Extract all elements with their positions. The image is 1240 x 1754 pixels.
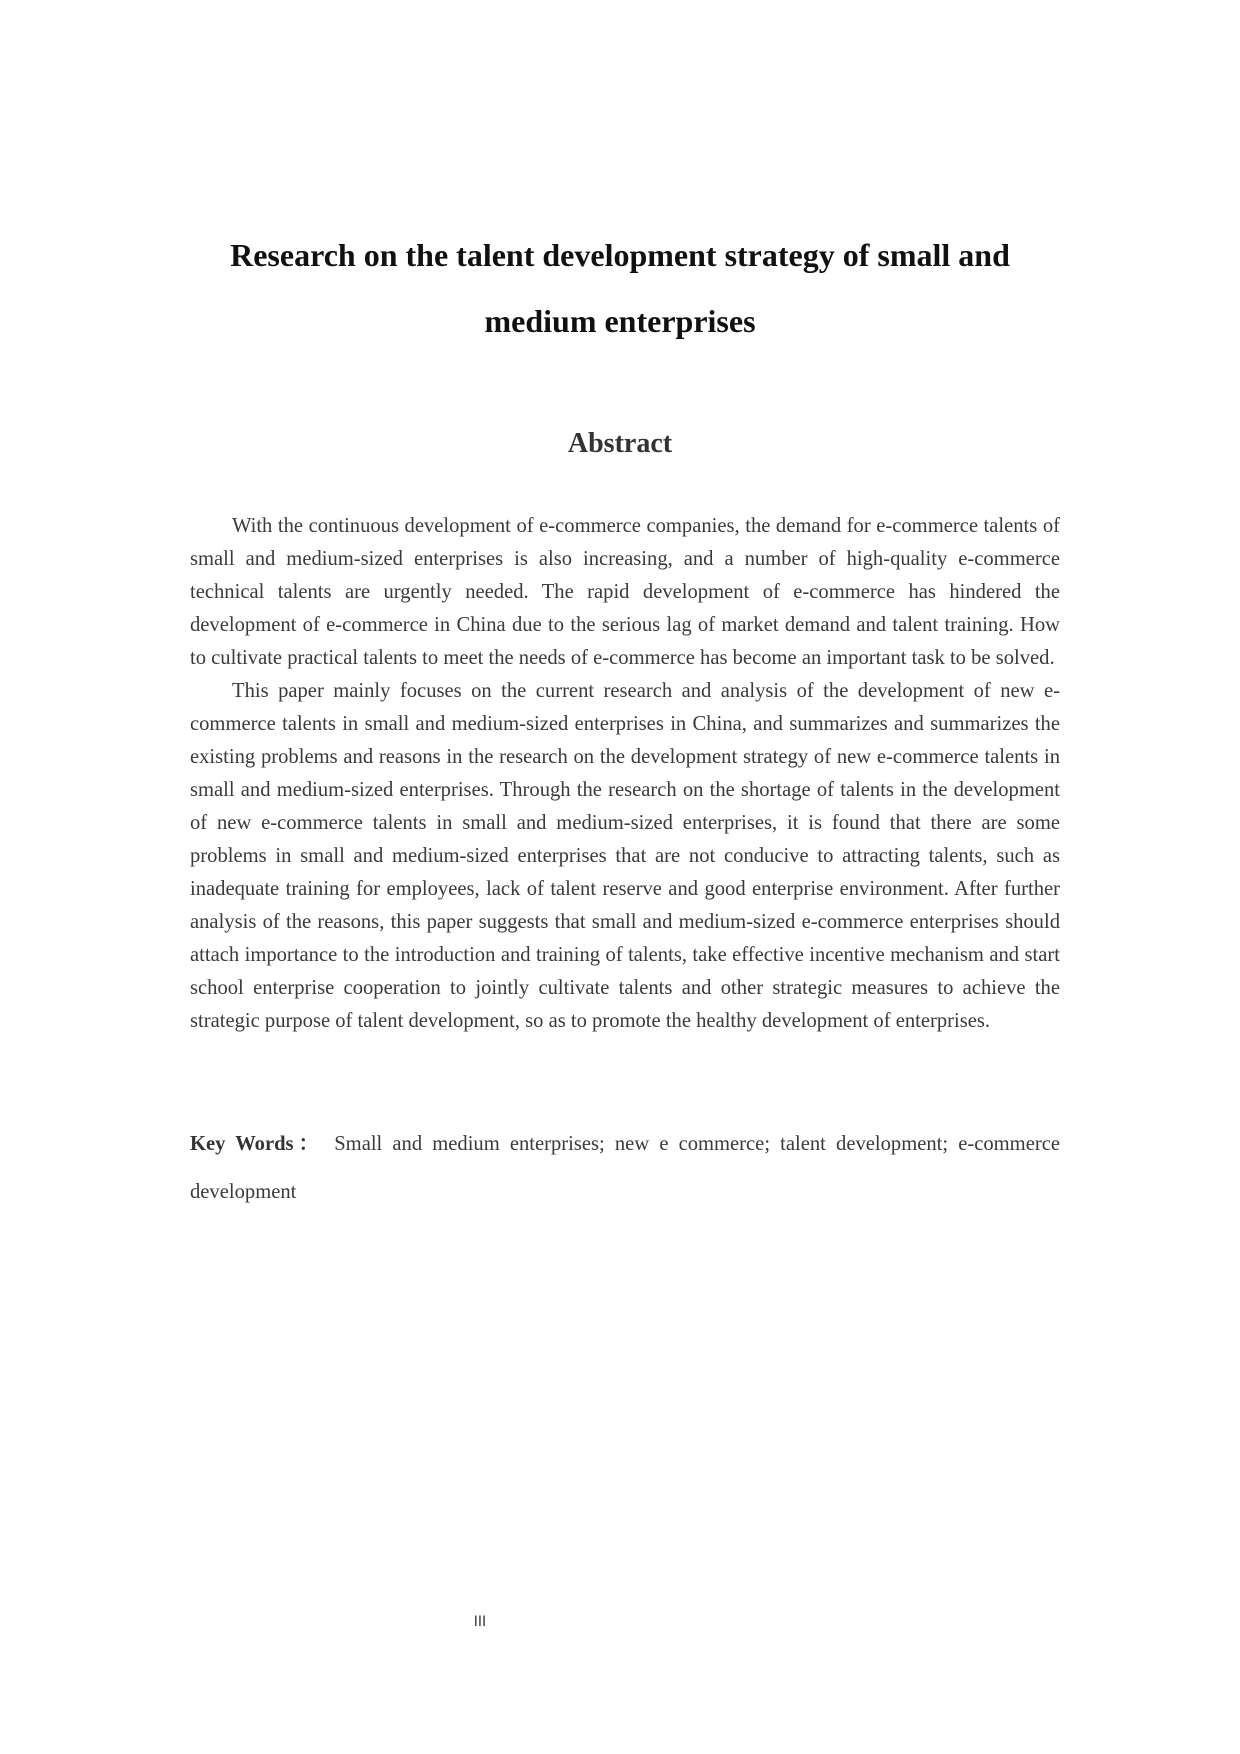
abstract-body [190, 510, 1060, 1038]
abstract-heading: Abstract [567, 428, 673, 459]
page-number: III [473, 1614, 487, 1630]
keywords [190, 1120, 1060, 1216]
paper-title [180, 222, 1060, 354]
keywords-text: Small and medium enterprises; new e commerce; talent development; e-commerce development [190, 1133, 1060, 1203]
abstract-paragraph-1: With the continuous development of e-commerce companies, the demand for e-commerce talents of small and medium-sized enterprises is also increasing, and a number of high-quality e-commerce technical talents are urgently needed. The rapid development of e-commerce has hindered the development of e-commerce in China due to the serious lag of market demand and talent training. How to cultivate practical talents to meet the needs of e-commerce has become an important task to be solved. [190, 515, 1060, 669]
abstract-paragraph-2: This paper mainly focuses on the current research and analysis of the development of new e-commerce talents in small and medium-sized enterprises in China, and summarizes and summarizes the existing problems and reasons in the research on the development strategy of new e-commerce talents in small and medium-sized enterprises. Through the research on the shortage of talents in the development of new e-commerce talents in small and medium-sized enterprises, it is found that there are some problems in small and medium-sized enterprises that are not conducive to attracting talents, such as inadequate training for employees, lack of talent reserve and good enterprise environment. After further analysis of the reasons, this paper suggests that small and medium-sized e-commerce enterprises should attach importance to the introduction and training of talents, take effective incentive mechanism and start school enterprise cooperation to jointly cultivate talents and other strategic measures to achieve the strategic purpose of talent development, so as to promote the healthy development of enterprises. [190, 680, 1060, 1032]
paper-title-line-2: medium enterprises [484, 303, 756, 339]
keywords-label: Key Words： [190, 1133, 325, 1155]
paper-title-line-1: Research on the talent development strategy of small and [230, 237, 1010, 273]
